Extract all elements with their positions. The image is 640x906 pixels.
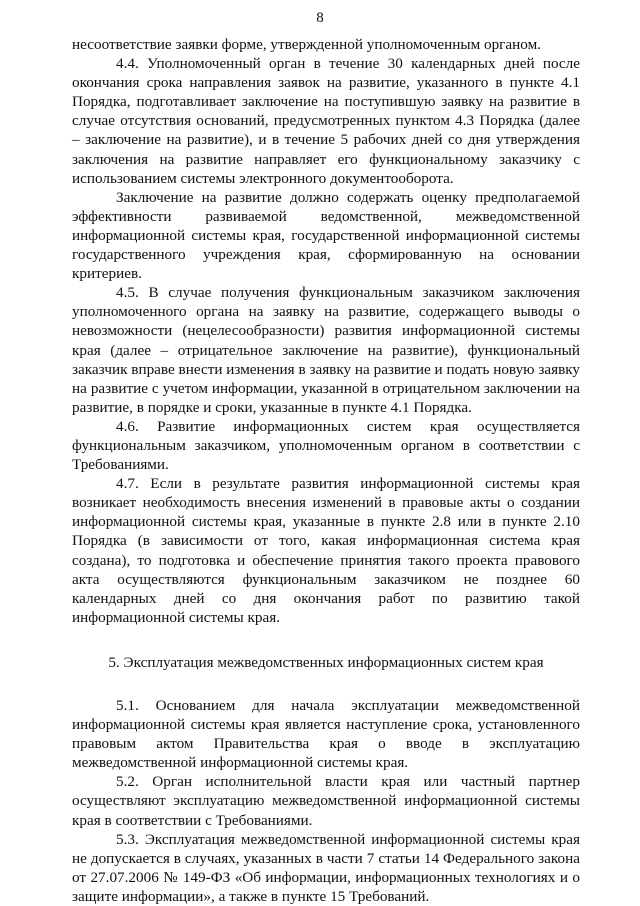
paragraph-5-1: 5.1. Основанием для начала эксплуатации межведомственной информационной системы края является наступление срока, установленного правовым актом Правительства края о вводе в эксплуатацию межведомственной информационной системы края. [72,697,580,772]
paragraph-4-4-conclusion: Заключение на развитие должно содержать оценку предполагаемой эффективности развиваемой ведомственной, межведомственной информационной системы края, государственной информационной системы государственного учреждения края, сформированную на основании критериев. [72,188,580,283]
paragraph-continuation: несоответствие заявки форме, утвержденной уполномоченным органом. [72,36,541,53]
section-heading: 5. Эксплуатация межведомственных информационных систем края [108,653,544,671]
paragraph-4-7: 4.7. Если в результате развития информационной системы края возникает необходимость внесения изменений в правовые акты о создании информационной системы края, указанные в пункте 2.8 или в пункте 2.10 Порядка (в зависимости от того, какая информационная система края создана), то подготовка и обеспечение принятия такого проекта правового акта осуществляются функциональным заказчиком не позднее 60 календарных дней со дня окончания работ по развитию такой информационной системы края. [72,475,580,626]
paragraph-5-3: 5.3. Эксплуатация межведомственной информационной системы края не допускается в случаях, указанных в части 7 статьи 14 Федерального закона от 27.07.2006 № 149-ФЗ «Об информации, информационных технологиях и о защите информации», а также в пункте 15 Требований. [72,830,580,905]
paragraph-5-2: 5.2. Орган исполнительной власти края или частный партнер осуществляют эксплуатацию межведомственной информационной системы края в соответствии с Требованиями. [72,773,580,829]
document-body [72,35,580,906]
paragraph-4-5: 4.5. В случае получения функциональным заказчиком заключения уполномоченного органа на заявку на развитие, содержащего выводы о невозможности (нецелесообразности) развития информационной системы края (далее – отрицательное заключение на развитие), функциональный заказчик вправе внести изменения в заявку на развитие и подать новую заявку на развитие с учетом информации, указанной в отрицательном заключении на развитие, в порядке и сроки, указанные в пункте 4.1 Порядка. [72,284,580,416]
paragraph-4-4: 4.4. Уполномоченный орган в течение 30 календарных дней после окончания срока направления заявок на развитие, указанного в пункте 4.1 Порядка, подготавливает заключение на поступившую заявку на развитие в случае отсутствия оснований, предусмотренных пунктом 4.3 Порядка (далее – заключение на развитие), и в течение 5 рабочих дней со дня утверждения заключения на развитие направляет его функциональному заказчику с использованием системы электронного документооборота. [72,55,580,187]
page-number: 8 [316,10,324,26]
paragraph-4-6: 4.6. Развитие информационных систем края осуществляется функциональным заказчиком, уполномоченным органом в соответствии с Требованиями. [72,417,580,474]
